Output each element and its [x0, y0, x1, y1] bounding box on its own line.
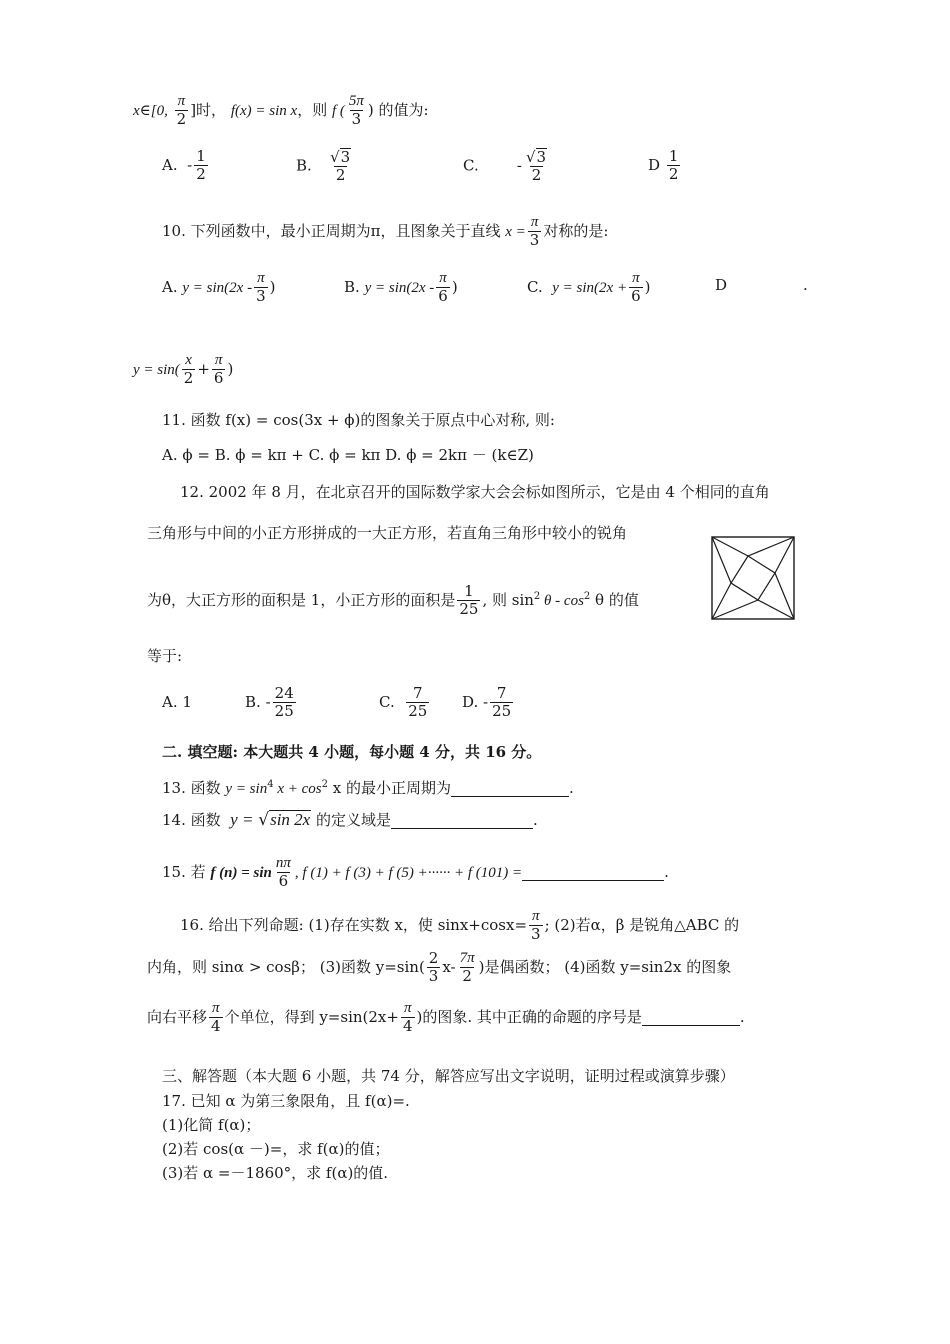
q17-stem: 17. 已知 α 为第三象限角，且 f(α)=.: [162, 1092, 410, 1110]
section-3-title: 三、解答题（本大题 6 小题，共 74 分，解答应写出文字说明，证明过程或演算步骤）: [162, 1067, 735, 1085]
outer-square: [712, 537, 794, 619]
q17-part1: (1)化简 f(α)；: [162, 1116, 261, 1134]
q11-options: A. ϕ = B. ϕ = kπ + C. ϕ = kπ D. ϕ = 2kπ － (k∈Z): [162, 446, 534, 464]
q10-stem: 10. 下列函数中，最小正周期为π，且图象关于直线 x = $\frac{\pi}{3}$ 对称的是:: [162, 214, 609, 250]
inner-square: [731, 556, 775, 600]
q15-answer-blank[interactable]: [522, 865, 664, 881]
q11-stem: 11. 函数 f(x) = cos(3x + ϕ)的图象关于原点中心对称, 则:: [162, 411, 555, 429]
q16-line3: 向右平移 $\frac{\pi}{4}$ 个单位，得到 y=sin(2x+ $\frac{\pi}{4}$ )的图象. 其中正确的命题的序号是 .: [147, 1000, 745, 1036]
q9-pi-over-2: $\frac{\pi}{2}$: [176, 93, 187, 129]
q10-option-d: y = sin( $\frac{x}{2}$ + $\frac{\pi}{6}$ ): [133, 352, 234, 388]
q10-option-b: B. y = sin(2x - $\frac{\pi}{6}$ ): [344, 270, 458, 306]
q12-line4: 等于:: [147, 647, 183, 665]
q10-option-d-dot: .: [803, 276, 808, 294]
q17-part2: (2)若 cos(α －)=，求 f(α)的值；: [162, 1140, 390, 1158]
q9-condition: [133, 93, 429, 129]
q12-option-d: D. - $\frac{7}{25}$: [462, 684, 512, 721]
q14-answer-blank[interactable]: [391, 813, 533, 829]
q12-option-b: B. - $\frac{24}{25}$: [245, 684, 294, 721]
q9-arg: $\frac{5\pi}{3}$: [348, 93, 364, 129]
q16-answer-blank[interactable]: [642, 1010, 740, 1026]
q17-part3: (3)若 α =－1860°，求 f(α)的值.: [162, 1164, 389, 1182]
q9-option-a: A. - $\frac{1}{2}$: [162, 147, 206, 184]
q9-option-d: D $\frac{1}{2}$: [648, 147, 679, 184]
q12-option-c: C. $\frac{7}{25}$: [379, 684, 428, 721]
q9-cond-a: x∈[0,: [133, 102, 168, 119]
triangle-lines: [712, 537, 794, 556]
q12-line3: 为θ，大正方形的面积是 1，小正方形的面积是 $\frac{1}{25}$ , 则 $\sin^2 \theta - \cos^2 \theta$ 的值: [147, 582, 639, 619]
q10-option-d-label: D: [715, 276, 728, 294]
q9-option-b: B. $\frac{√3}{2}$: [296, 148, 351, 185]
q9-tail: ) 的值为:: [367, 100, 429, 119]
q15: 15. 若 f (n) = sin $\frac{n\pi}{6}$ , f (1) + f (3) + f (5) +······ + f (101) = .: [162, 855, 669, 891]
q9-f: f (: [331, 102, 345, 119]
q16-line2: 内角，则 sinα > cosβ； (3)函数 y=sin( $\frac{2}{3}$ x- $\frac{7\pi}{2}$ )是偶函数； (4)函数 y=sin2x 的图象: [147, 949, 732, 986]
q9-option-c: C. - $\frac{√3}{2}$: [463, 148, 547, 185]
q10-option-c: C. y = sin(2x + $\frac{\pi}{6}$ ): [527, 270, 651, 306]
q13: 13. 函数 $y = \sin^4 x + \cos^2 x$ 的最小正周期为 .: [162, 779, 574, 797]
q12-option-a: A. 1: [162, 693, 192, 711]
q9-fx: f(x) = sin x: [230, 102, 298, 119]
q9-cond-b: ]时，: [190, 100, 227, 119]
q12-line2: 三角形与中间的小正方形拼成的一大正方形，若直角三角形中较小的锐角: [147, 524, 628, 542]
section-2-title: 二. 填空题: 本大题共 4 小题，每小题 4 分，共 16 分。: [162, 743, 542, 761]
congress-emblem-figure: [711, 536, 795, 620]
q12-line1: 12. 2002 年 8 月，在北京召开的国际数学家大会会标如图所示，它是由 4 个相同的直角: [180, 483, 770, 501]
q10-option-a: A. y = sin(2x - $\frac{\pi}{3}$ ): [162, 270, 276, 306]
q14: 14. 函数 y = √sin 2x 的定义域是 .: [162, 810, 538, 830]
q16-line1: 16. 给出下列命题: (1)存在实数 x，使 sinx+cosx= $\frac{\pi}{3}$ ; (2)若α，β 是锐角△ABC 的: [180, 908, 740, 944]
q13-answer-blank[interactable]: [451, 781, 569, 797]
q9-then: ，则: [297, 100, 328, 119]
